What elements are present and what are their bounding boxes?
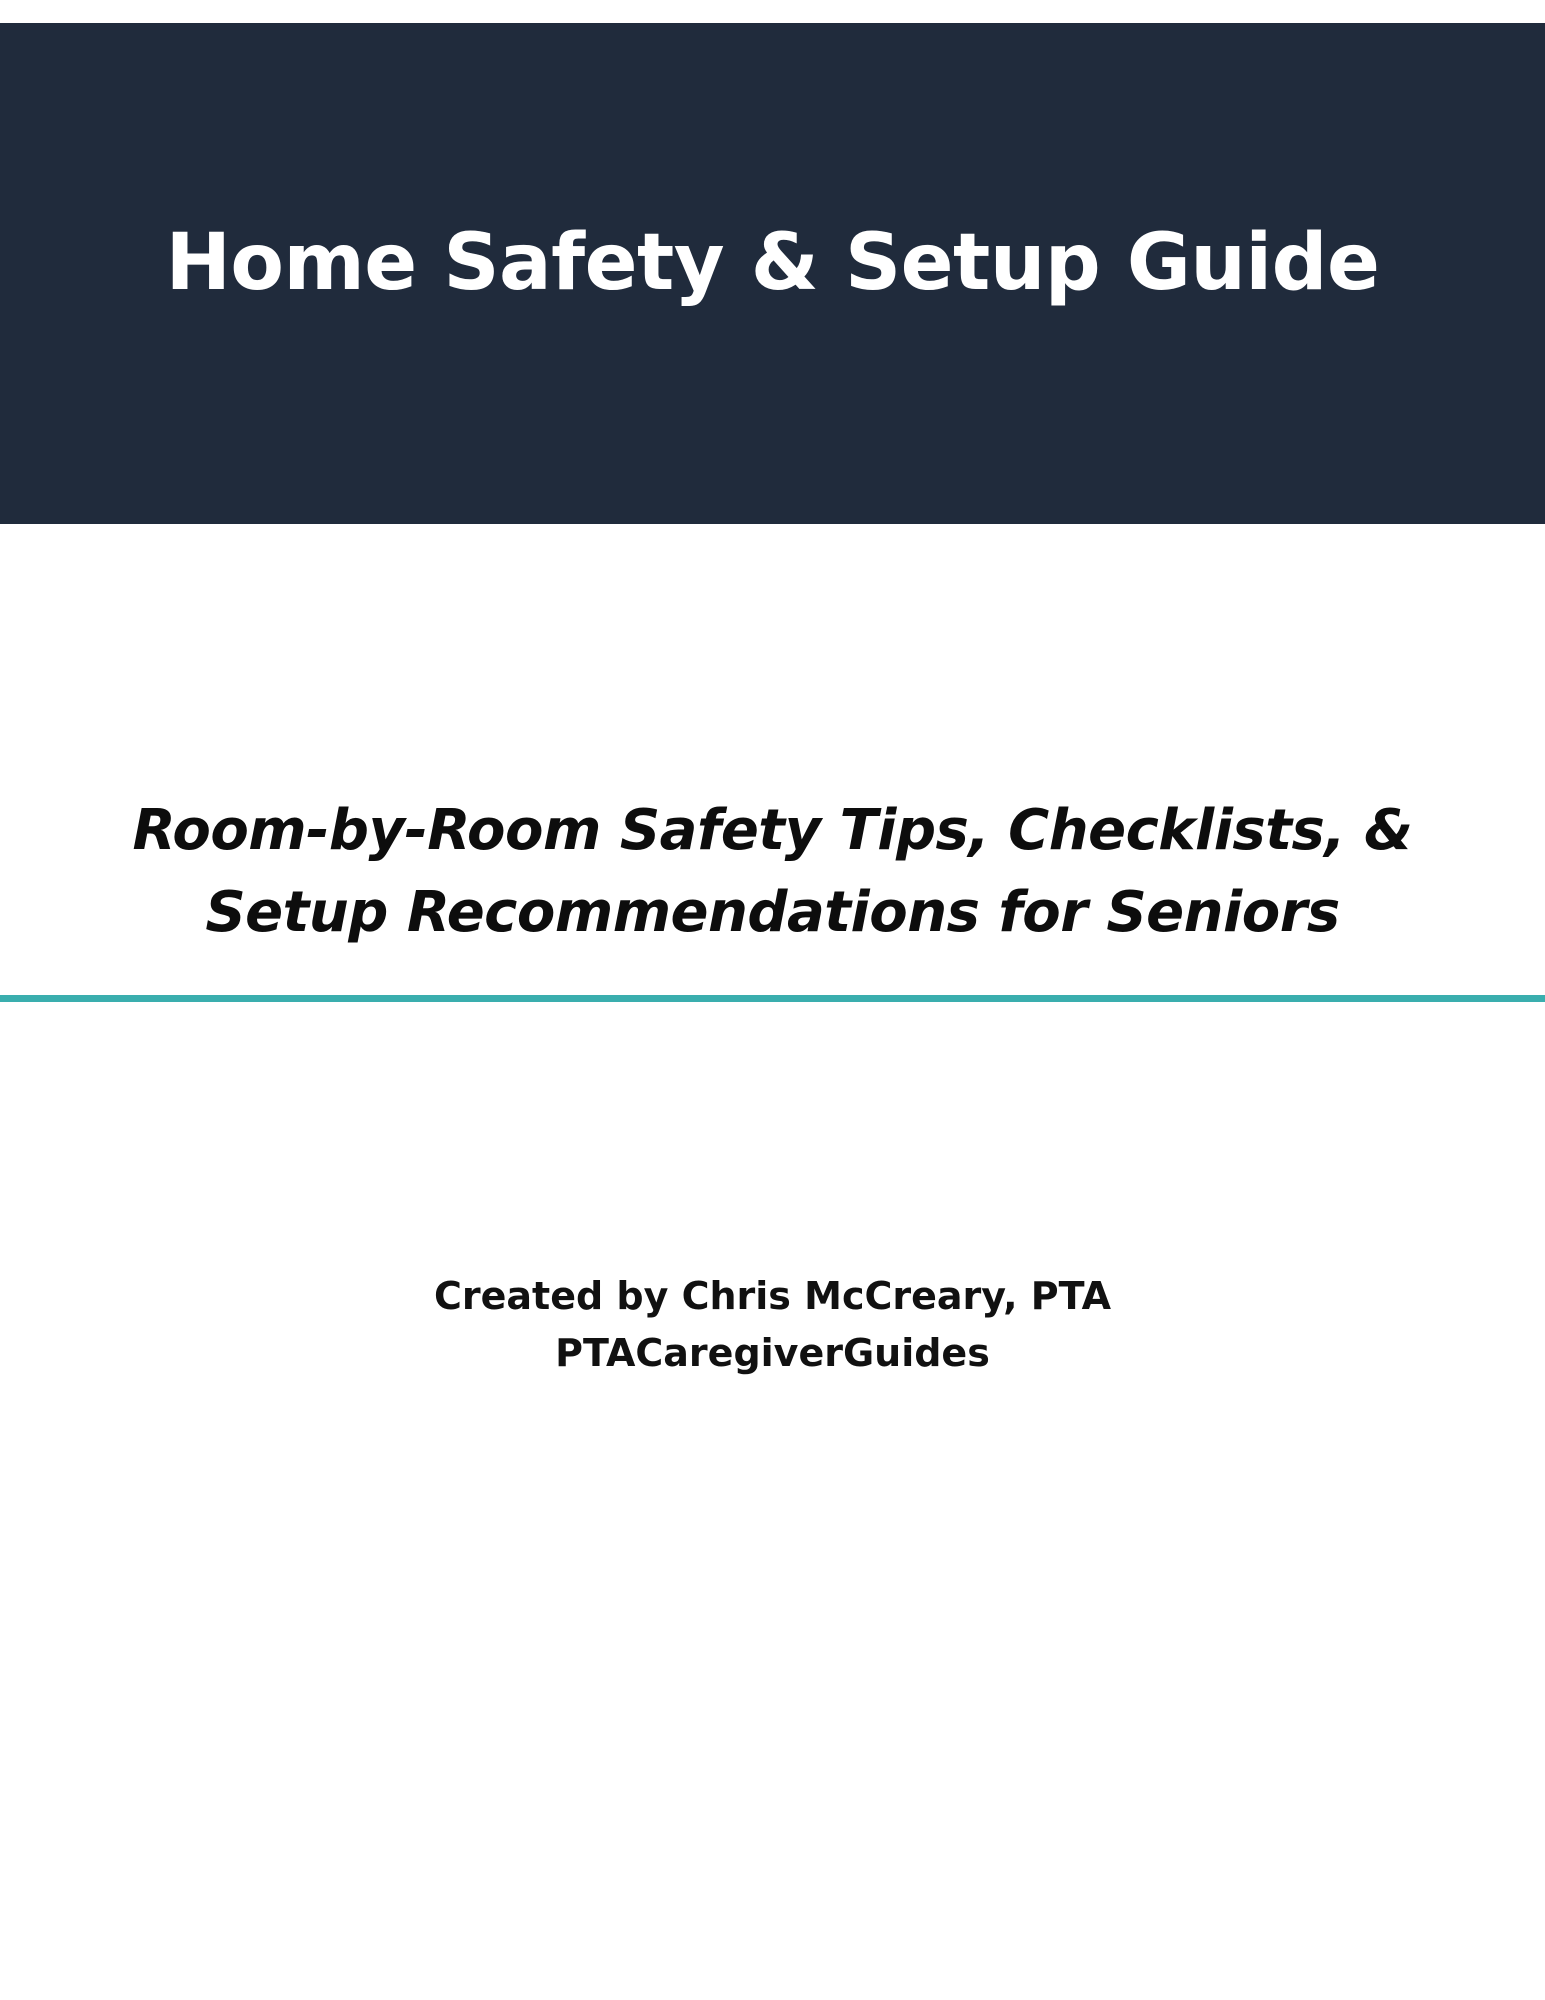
credits (0, 1268, 1545, 1382)
title-banner (0, 23, 1545, 524)
subtitle-line-2: Setup Recommendations for Seniors (205, 880, 1340, 945)
subtitle (0, 790, 1545, 954)
subtitle-line-1: Room-by-Room Safety Tips, Checklists, & (132, 798, 1413, 863)
accent-divider (0, 995, 1545, 1002)
author-credit: Created by Chris McCreary, PTA (433, 1274, 1111, 1318)
brand-name: PTACaregiverGuides (555, 1331, 990, 1375)
document-title: Home Safety & Setup Guide (165, 217, 1380, 308)
